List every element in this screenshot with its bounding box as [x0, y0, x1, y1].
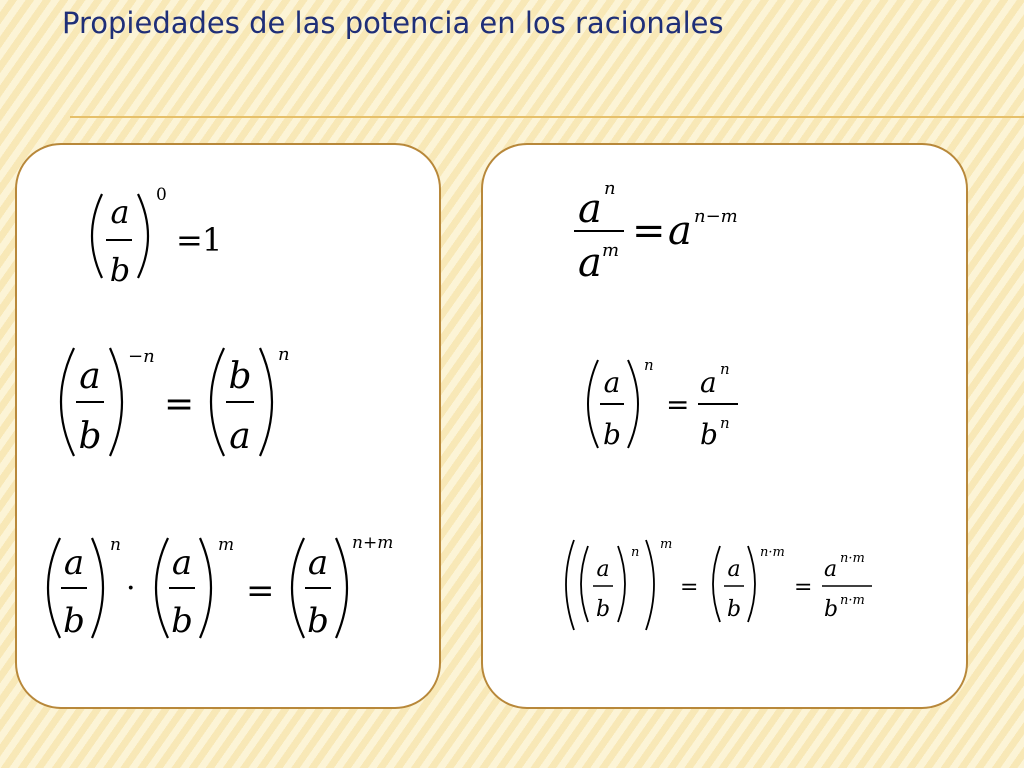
equals-sign: = — [632, 208, 666, 254]
denominator-2: a — [229, 416, 251, 457]
left-paren — [48, 538, 60, 638]
numerator-3: a — [307, 543, 329, 583]
denominator-2: b — [171, 601, 193, 641]
left-paren — [713, 546, 720, 622]
right-paren — [628, 360, 638, 448]
numerator-2: a — [171, 543, 193, 583]
numerator: a — [596, 557, 610, 582]
equals-sign-1: = — [680, 575, 699, 600]
outer-exponent: m — [660, 537, 673, 552]
right-paren — [92, 538, 103, 638]
equals-sign: = — [164, 384, 195, 425]
denominator-2: b — [726, 597, 742, 622]
title-divider — [70, 116, 1024, 118]
denominator-exponent: m — [602, 240, 620, 261]
exponent-1: n — [110, 535, 121, 555]
formula-quotient-of-powers — [572, 178, 762, 288]
numerator: a — [603, 366, 621, 399]
result-denominator-exponent: n·m — [840, 593, 865, 608]
result-numerator-base: a — [700, 366, 717, 399]
right-paren — [138, 194, 148, 278]
exponent-3: n+m — [352, 533, 394, 553]
result: 1 — [202, 221, 223, 259]
left-paren — [156, 538, 168, 638]
right-paren — [748, 546, 755, 622]
equals-sign: = — [176, 221, 203, 259]
result-denominator-exponent: n — [720, 414, 730, 432]
left-paren — [211, 348, 224, 456]
right-paren — [336, 538, 347, 638]
numerator-1: a — [63, 543, 85, 583]
left-paren — [588, 360, 598, 448]
denominator-1: b — [78, 416, 102, 457]
numerator: a — [110, 193, 130, 231]
numerator-exponent: n — [604, 178, 616, 199]
numerator-1: a — [79, 356, 101, 397]
result-numerator-exponent: n·m — [840, 551, 865, 566]
numerator-2: a — [727, 557, 741, 582]
inner-exponent: n — [631, 545, 640, 560]
formula-product-of-powers — [34, 528, 414, 646]
denominator: b — [603, 418, 621, 451]
equals-sign-2: = — [794, 575, 813, 600]
formula-power-of-fraction — [578, 352, 748, 460]
exponent: 0 — [156, 185, 167, 205]
denominator-base: a — [578, 240, 602, 286]
denominator: b — [109, 251, 131, 289]
exponent: n — [644, 356, 654, 374]
outer-left-paren — [566, 540, 574, 630]
inner-left-paren — [581, 546, 588, 622]
exponent-2: m — [218, 535, 235, 555]
numerator-2: b — [228, 356, 252, 397]
result-denominator-base: b — [824, 597, 839, 622]
left-paren — [61, 348, 74, 456]
page-title: Propiedades de las potencia en los racionales — [62, 6, 724, 40]
result-numerator-base: a — [824, 557, 838, 582]
exponent-2: n — [278, 344, 290, 365]
left-paren — [92, 194, 102, 278]
formula-power-of-power — [560, 534, 880, 638]
inner-right-paren — [618, 546, 625, 622]
exponent-1: −n — [128, 346, 155, 367]
denominator: b — [595, 597, 611, 622]
numerator-base: a — [578, 186, 602, 232]
left-paren — [292, 538, 304, 638]
outer-right-paren — [646, 540, 654, 630]
denominator-1: b — [63, 601, 85, 641]
dot-operator: · — [126, 571, 136, 606]
result-numerator-exponent: n — [720, 360, 730, 378]
right-paren — [260, 348, 272, 456]
right-paren — [200, 538, 211, 638]
equals-sign: = — [666, 388, 690, 421]
denominator-3: b — [307, 601, 329, 641]
result-exponent: n−m — [694, 206, 738, 227]
formula-negative-power — [46, 340, 306, 464]
equals-sign: = — [246, 571, 275, 611]
exponent-2: n·m — [760, 545, 785, 560]
right-paren — [110, 348, 122, 456]
result-base: a — [668, 208, 692, 254]
formula-zero-power — [80, 178, 240, 294]
result-denominator-base: b — [700, 418, 718, 451]
